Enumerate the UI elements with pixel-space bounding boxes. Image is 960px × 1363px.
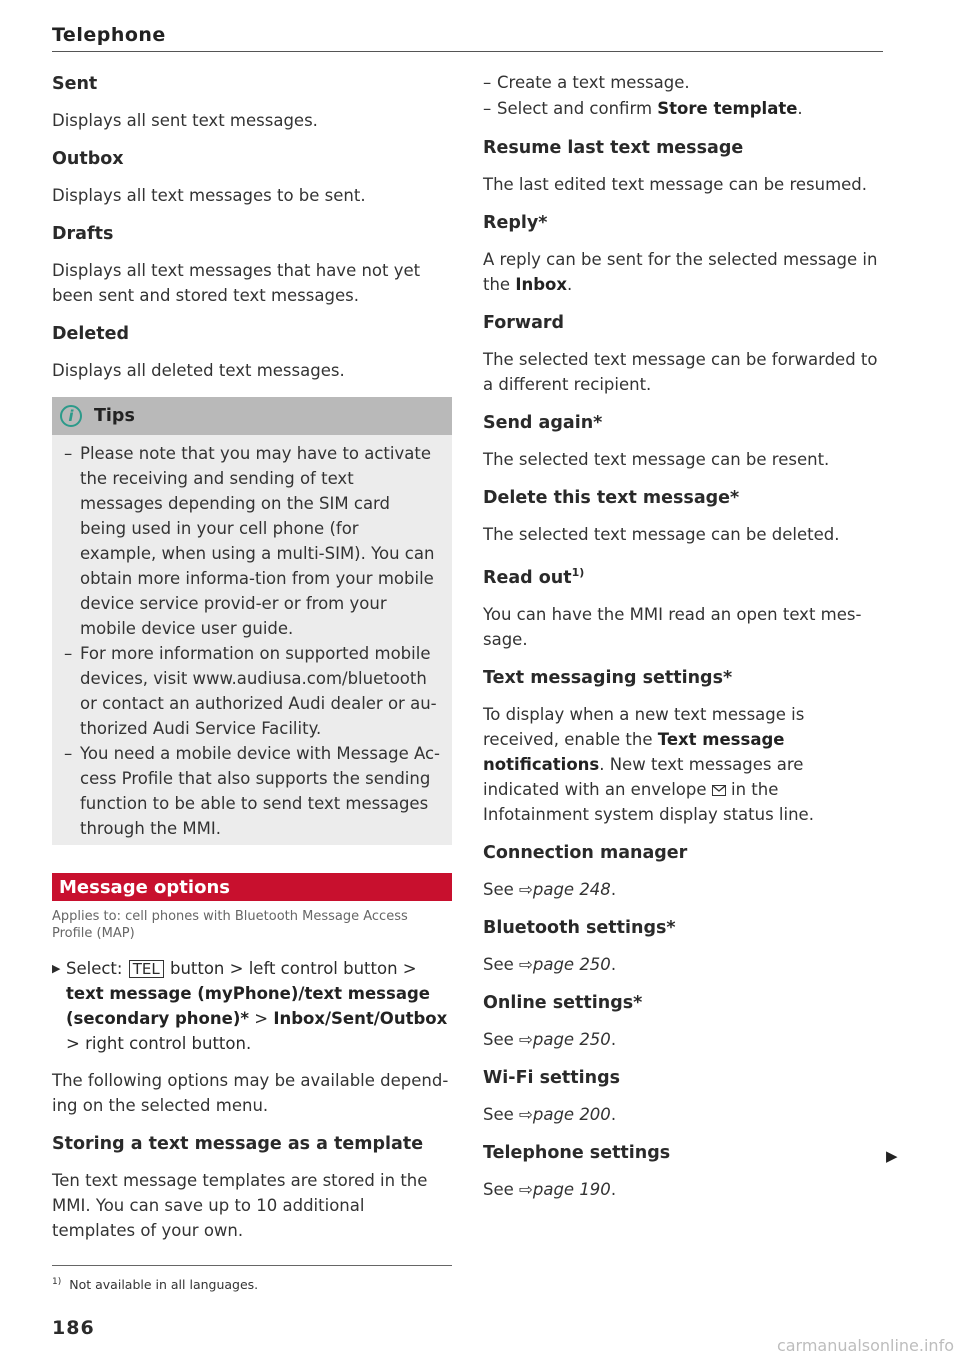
heading-sent: Sent xyxy=(52,74,98,94)
text-outbox: Displays all text messages to be sent. xyxy=(52,186,366,205)
arrow-icon: ⇨ xyxy=(519,1029,533,1049)
heading-send-again: Send again* xyxy=(483,413,603,433)
heading-bluetooth-settings: Bluetooth settings* xyxy=(483,917,676,938)
heading-telephone-settings: Telephone settings xyxy=(483,1142,671,1163)
text-resume: The last edited text message can be resumed. xyxy=(483,175,868,194)
envelope-icon xyxy=(712,785,726,796)
see-link[interactable]: See ⇨page 250. xyxy=(483,1029,617,1049)
header-rule xyxy=(52,51,883,52)
text-settings: To display when a new text message is received, enable the Text message notifications. New text messages are indicated with an envelope in the Infotainment system display status line. xyxy=(483,704,814,824)
left-column xyxy=(52,70,452,1243)
text-template: Ten text message templates are stored in the MMI. You can save up to 10 additional templates of your own. xyxy=(52,1171,428,1240)
bullet-triangle-icon: ▶ xyxy=(52,962,61,975)
section-title-message-options: Message options xyxy=(52,873,452,901)
heading-drafts: Drafts xyxy=(52,224,114,244)
text-forward: The selected text message can be forwarded to a different recipient. xyxy=(483,350,878,394)
heading-reply: Reply* xyxy=(483,213,548,233)
tips-label: Tips xyxy=(94,406,135,426)
tips-list xyxy=(52,435,452,845)
text-delete: The selected text message can be deleted. xyxy=(483,525,840,544)
arrow-icon: ⇨ xyxy=(519,1104,533,1124)
heading-settings: Text messaging settings* xyxy=(483,667,733,688)
tips-box xyxy=(52,397,452,845)
footnote-rule xyxy=(52,1265,452,1266)
heading-outbox: Outbox xyxy=(52,149,124,169)
text-drafts: Displays all text messages that have not yet been sent and stored text messages. xyxy=(52,261,421,305)
text-send-again: The selected text message can be resent. xyxy=(483,450,830,469)
select-instruction: ▶ Select: TEL button > left control button > text message (myPhone)/text message (secondary phone)* > Inbox/Sent/Outbox > right control button. xyxy=(52,956,452,1056)
see-link[interactable]: See ⇨page 190. xyxy=(483,1179,617,1199)
applies-to-note: Applies to: cell phones with Bluetooth Message Access Profile (MAP) xyxy=(52,909,408,941)
arrow-icon: ⇨ xyxy=(519,954,533,974)
tip-item: – You need a mobile device with Message Ac-cess Profile that also supports the sending function to be able to send text messages through the MMI. xyxy=(64,741,440,841)
watermark: carmanualsonline.info xyxy=(776,1336,954,1355)
heading-wifi-settings: Wi-Fi settings xyxy=(483,1067,621,1088)
see-link[interactable]: See ⇨page 200. xyxy=(483,1104,617,1124)
heading-forward: Forward xyxy=(483,313,565,333)
step-store: – Select and confirm Store template. xyxy=(483,96,883,122)
tip-item: – Please note that you may have to activate the receiving and sending of text messages depending on the SIM card being used in your cell phone (for example, when using a multi-SIM). You can obtain more informa-tion from your mobile device service provid-er or from your mobile device user guide. xyxy=(64,441,440,641)
tip-item: – For more information on supported mobile devices, visit www.audiusa.com/bluetooth or contact an authorized Audi dealer or au-thorized Audi Service Facility. xyxy=(64,641,440,741)
text-sent: Displays all sent text messages. xyxy=(52,111,318,130)
step-create: – Create a text message. xyxy=(483,70,883,96)
arrow-icon: ⇨ xyxy=(519,879,533,899)
arrow-icon: ⇨ xyxy=(519,1179,533,1199)
heading-delete: Delete this text message* xyxy=(483,488,740,508)
tips-header xyxy=(52,397,452,435)
right-column xyxy=(483,70,883,1202)
heading-template: Storing a text message as a template xyxy=(52,1134,424,1154)
text-read-out: You can have the MMI read an open text mes-sage. xyxy=(483,604,862,649)
info-icon: i xyxy=(60,405,82,427)
heading-connection-manager: Connection manager xyxy=(483,842,688,863)
heading-online-settings: Online settings* xyxy=(483,992,643,1013)
continue-triangle-icon: ▶ xyxy=(886,1147,898,1165)
text-deleted: Displays all deleted text messages. xyxy=(52,361,345,380)
see-link[interactable]: See ⇨page 248. xyxy=(483,879,617,899)
page-number: 186 xyxy=(52,1317,95,1339)
see-link[interactable]: See ⇨page 250. xyxy=(483,954,617,974)
tel-key: TEL xyxy=(129,960,164,978)
page-header-title: Telephone xyxy=(52,24,166,46)
heading-read-out: Read out$^{1)}$ xyxy=(483,566,585,588)
heading-deleted: Deleted xyxy=(52,324,130,344)
footnote: $^{1)}$ Not available in all languages. xyxy=(52,1277,259,1293)
heading-resume: Resume last text message xyxy=(483,138,744,158)
text-reply: A reply can be sent for the selected message in the Inbox. xyxy=(483,250,878,294)
text-following-options: The following options may be available depend-ing on the selected menu. xyxy=(52,1071,449,1115)
